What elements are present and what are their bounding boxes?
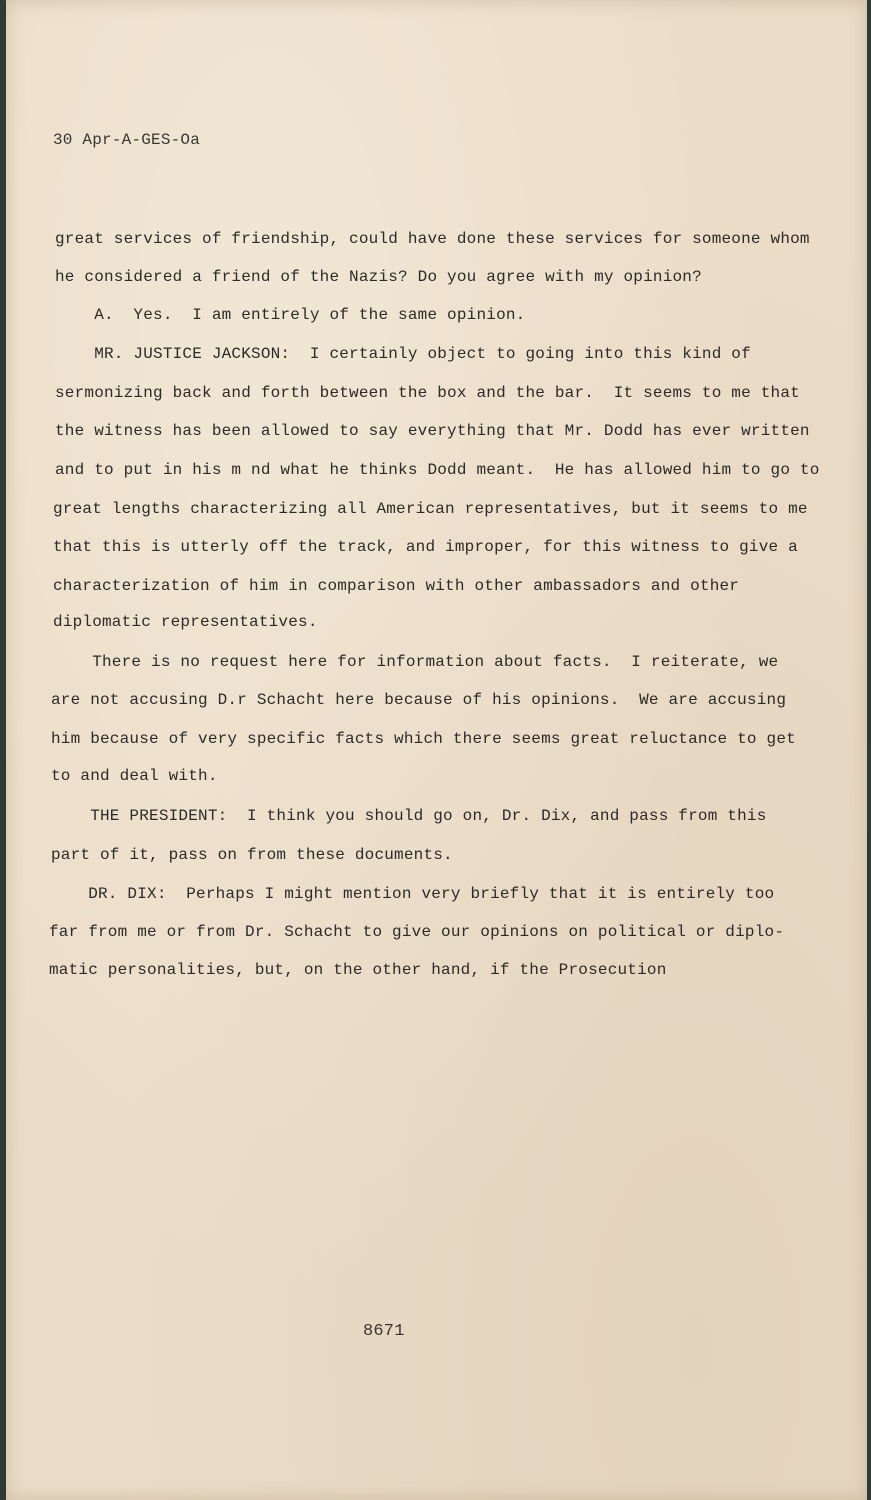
text-line-5: sermonizing back and forth between the box and the bar. It seems to me that bbox=[55, 384, 800, 402]
text-line-7: and to put in his m nd what he thinks Dodd meant. He has allowed him to go to bbox=[55, 461, 820, 479]
text-line-1: great services of friendship, could have done these services for someone whom bbox=[55, 230, 810, 248]
text-line-8: great lengths characterizing all American representatives, but it seems to me bbox=[53, 500, 808, 518]
text-line-4: MR. JUSTICE JACKSON: I certainly object to going into this kind of bbox=[55, 345, 751, 363]
text-line-16: THE PRESIDENT: I think you should go on, Dr. Dix, and pass from this bbox=[51, 807, 767, 825]
text-line-2: he considered a friend of the Nazis? Do you agree with my opinion? bbox=[55, 268, 702, 286]
page-number: 8671 bbox=[363, 1322, 405, 1341]
text-line-3: A. Yes. I am entirely of the same opinion. bbox=[55, 306, 526, 324]
text-line-10: characterization of him in comparison with other ambassadors and other bbox=[53, 577, 740, 595]
text-line-15: to and deal with. bbox=[51, 767, 218, 785]
text-line-19: far from me or from Dr. Schacht to give our opinions on political or diplo- bbox=[49, 923, 785, 941]
text-line-20: matic personalities, but, on the other hand, if the Prosecution bbox=[49, 961, 667, 979]
document-reference: 30 Apr-A-GES-Oa bbox=[53, 131, 201, 149]
text-line-9: that this is utterly off the track, and improper, for this witness to give a bbox=[53, 538, 798, 556]
text-line-11: diplomatic representatives. bbox=[53, 613, 318, 631]
document-page bbox=[6, 0, 867, 1500]
text-line-13: are not accusing D.r Schacht here because of his opinions. We are accusing bbox=[51, 691, 787, 709]
text-line-17: part of it, pass on from these documents. bbox=[51, 846, 453, 864]
text-line-14: him because of very specific facts which there seems great reluctance to get bbox=[51, 730, 796, 748]
text-line-6: the witness has been allowed to say everything that Mr. Dodd has ever written bbox=[55, 422, 810, 440]
text-line-18: DR. DIX: Perhaps I might mention very briefly that it is entirely too bbox=[49, 885, 775, 903]
text-line-12: There is no request here for information about facts. I reiterate, we bbox=[53, 653, 779, 671]
